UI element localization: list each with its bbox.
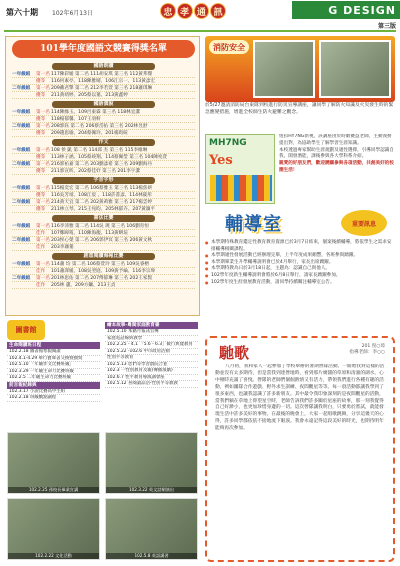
page-header: [0, 0, 400, 32]
masthead-char: 孝: [177, 3, 193, 19]
awards-place: 優等: [36, 117, 46, 122]
masthead-char: 通: [194, 3, 210, 19]
library-bulletin: [5, 320, 200, 430]
essay-author: [349, 344, 385, 356]
awards-grade: 二年級組: [12, 238, 31, 243]
essay-body: 八月初，我和家人一起參加了學校舉辦的暑期營隊活動。一開始我對這樣的活動並沒有太多期待，但是當我到達營地時，看到那片廣闊的草原和清澈的湖水，心中頓時充滿了喜悅。營隊的老師們個個熱情又有活力，帶領我們進行各種有趣的活動，例如團隊合作遊戲、野外求生訓練、夜間觀星等等。每一項活動都讓我學到了很多東西，也讓我認識了許多新朋友。其中最令我印象深刻的是夜間觀星的活動，當我們躺在草地上仰望星空時，老師告訴我們許多關於星座的故事，那一刻我覺得自己好渺小，也更加珍惜身邊的一切。這次營隊讓我明白，只要勇於嘗試，就能發現生活中許多美好的事物。在最後的晚會上，大家一起唱歌跳舞，分享這幾天的心得，許多同學都依依不捨地流下眼淚。我會永遠記得這段美好的時光，也期待明年能夠再次參加。: [215, 364, 385, 432]
bulletin-item: 102.3.17 小說比賽高中生組: [7, 389, 100, 396]
bulletin-left-heading: 生命閱讀班日程: [7, 342, 100, 349]
page-number: 第三版: [377, 23, 396, 30]
awards-names: 101蕭澤媛、108吳翌庭、109黃予綸、116李宗瑋: [51, 269, 155, 274]
awards-names: 208郭鈺 第二名 206蔡岱佑 第三名 202林昱舒: [51, 124, 148, 129]
bulletin-item: 102.5.12 喜閱讀品活-性別平等教教: [105, 381, 198, 388]
awards-place: 第一名: [36, 124, 50, 129]
awards-place: 第一名: [36, 162, 50, 167]
awards-place: 佳作: [36, 231, 46, 236]
awards-names: 117陳彩媛 第二名 111胡安琪 第三名 112黃邦傑: [51, 72, 153, 77]
awards-place: 佳作: [36, 245, 46, 250]
bulletin-item: 102.2.18 班級觀點議程: [7, 395, 100, 402]
promo-text: [279, 134, 395, 206]
photo: [7, 432, 100, 494]
awards-names: 216郭祐嘉 第二名 203劉彥希 第三名 209劉海丹: [51, 162, 153, 167]
promo-illustration: [210, 175, 272, 201]
awards-section-heading: 國語朗讀: [52, 63, 155, 70]
awards-grade: [12, 192, 36, 198]
awards-title: 101學年度國語文競賽得獎名單: [12, 40, 195, 58]
promo-logo: MH7NG: [209, 138, 247, 148]
counseling-item: ● 102學年度新生輔導說明會將於6月8日舉行，請家長踴躍參加。: [205, 273, 395, 280]
photo: [105, 498, 198, 560]
essay-advisor: 指導老師：李○○: [349, 350, 385, 355]
awards-grade: 二年級組: [12, 200, 31, 205]
awards-place: 優等: [36, 131, 46, 136]
bulletin-item: 102.2.25 - 4.1 「5.6 - 6.3」微行典覽教育: [105, 342, 198, 349]
awards-row: [12, 109, 195, 116]
masthead-title: [160, 3, 226, 23]
awards-grade: [12, 78, 36, 84]
awards-grade: [12, 268, 36, 274]
photo-caption: 102.2.22 文化活動: [8, 553, 99, 559]
awards-grade: 二年級組: [12, 124, 31, 129]
awards-section-heading: 書法比賽: [52, 215, 155, 222]
bulletin-left-table: [7, 342, 100, 402]
awards-place: 優等: [36, 193, 46, 198]
awards-grade: [12, 206, 36, 212]
bulletin-extra-heading: 前言報紀錄與: [7, 382, 100, 389]
awards-grade: [12, 116, 36, 122]
awards-place: 第一名: [36, 238, 50, 243]
awards-grade: 二年級組: [12, 276, 31, 281]
promo-section: [205, 134, 395, 206]
awards-grade: [12, 130, 36, 136]
photo-grid: [5, 432, 200, 562]
counseling-item: ● 本學期特教為日於3月18日起，主題為：認識自己與他人。: [205, 266, 395, 273]
awards-place: 第一名: [36, 110, 50, 115]
bulletin-item: 102.6.7 性平教育導演講會座: [105, 375, 198, 382]
bulletin-item: 102.2.18 圖書館寒假閱讀: [7, 349, 100, 356]
awards-names: 113林子涵、105蔡竣翔、114蔡佩瑩 第三名 104陳宛萱: [51, 155, 168, 160]
issue-number: 第六十期: [6, 7, 38, 17]
awards-names: 116李沛雅 第二名 114吳 珧 第三名 106劉育恒: [51, 224, 149, 229]
masthead-char: 訊: [210, 3, 226, 19]
awards-row: [12, 116, 195, 123]
counseling-section: [205, 208, 395, 332]
bulletin-item: 102.5.10 本籍月報訊官傳: [105, 329, 198, 336]
awards-grade: [12, 92, 36, 98]
awards-row: [12, 168, 195, 175]
awards-row: [12, 268, 195, 275]
counseling-list: [205, 240, 395, 286]
awards-row: [12, 261, 195, 268]
awards-grade: [12, 282, 36, 288]
awards-grade: 二年級組: [12, 86, 31, 91]
promo-paragraph: 恆扣HY7NG新視，該講座由於時數優益老師，主動義務提出對，為協助學生了解學習生涯知識。: [279, 134, 392, 146]
awards-names: 209戴君擎 第二名 212李若萱 第三名 218蕭琪琳: [51, 86, 153, 91]
awards-row: [12, 154, 195, 161]
awards-row: [12, 223, 195, 230]
bulletin-right-heading: 繪本故事-粵閩家庭教育書: [105, 322, 198, 329]
awards-place: 優等: [36, 93, 46, 98]
awards-row: [12, 282, 195, 289]
awards-grade: 一年級組: [12, 224, 31, 229]
awards-row: [12, 161, 195, 168]
awards-grade: [12, 230, 36, 236]
fire-safety-title: 消防安全: [209, 40, 249, 54]
awards-names: 118楊郁馨、107王羽軒: [51, 117, 101, 122]
awards-place: 優等: [36, 155, 46, 160]
awards-names: 115楊奕宏 第二名 106蔡雅玉 第三名 113楊焦妍: [51, 186, 153, 191]
bulletin-item: 102.5.13 您們等學習戲院合並: [105, 362, 198, 369]
counseling-item: ● 本學期畢業生升學輔導說明會已於4月舉行，家長出席踴躍。: [205, 260, 395, 267]
awards-names: 214黃天宜 第二名 202黃莉雅 第三名 217楊雲婷: [51, 200, 153, 205]
counseling-item: ● 本學期特殊教育鑑定性教育教育資源已於3月7日結束，個案後續輔導，將依學生之需求安排輔導相關課程。: [205, 240, 395, 253]
awards-section-heading: 作文: [52, 139, 155, 146]
awards-grade: 一年級組: [12, 72, 31, 77]
awards-place: 第一名: [36, 262, 50, 267]
bulletin-item: 102.3.29 一年級生命力比賽班級: [7, 369, 100, 376]
counseling-item: ● 本學期適性發展活動已經辦理完畢，上半年度成果頗豐，各班參與踴躍。: [205, 253, 395, 260]
awards-place: 優等: [36, 169, 46, 174]
awards-names: 209趙思瑜、204蔡佩玲、201楊昀暄: [51, 131, 128, 136]
awards-place: 佳作: [36, 269, 46, 274]
awards-grade: 一年級組: [12, 262, 31, 267]
bulletin-right-table: [105, 322, 198, 388]
bulletin-item: 102.2.5 二年級生命力比賽班級: [7, 375, 100, 382]
promo-poster: [205, 134, 275, 204]
promo-yes-text: Yes: [209, 153, 233, 168]
fire-safety-banner: [205, 36, 395, 102]
awards-section-heading: 字音字形: [52, 177, 155, 184]
awards-row: [12, 78, 195, 85]
awards-row: [12, 71, 195, 78]
awards-names: 108 侯 凱 第二名 114邱 杰 第三名 115李維琳: [51, 148, 148, 153]
bulletin-item: 性別平等教育: [105, 355, 198, 362]
awards-panel: [5, 36, 200, 316]
awards-names: 211郭宣昕、202蔡佳妤 第三名 201李宇潔: [51, 169, 140, 174]
awards-place: 第一名: [36, 72, 50, 77]
photo: [105, 432, 198, 494]
awards-grade: [12, 168, 36, 174]
awards-grade: [12, 244, 36, 250]
awards-names: 205林 蕙、209方鏞、213王貞: [51, 283, 116, 288]
awards-row: [12, 192, 195, 199]
issue-date: 102年6月13日: [52, 10, 93, 17]
essay-author-name: 201 倪○璋: [361, 344, 385, 349]
counseling-title: 輔導室: [225, 214, 282, 235]
promo-highlight: 親愛的好朋友們，歡迎踴躍參與各項活動，共創美好的校園生活！: [279, 161, 394, 173]
awards-row: [12, 130, 195, 137]
counseling-item: ● 102學年度生涯發展教育活動，請同學持續關注輔導室公告。: [205, 280, 395, 287]
awards-grade: [12, 154, 36, 160]
awards-section-heading: 創意閱讀海報比賽: [52, 253, 155, 260]
awards-list: [12, 61, 195, 289]
awards-names: 116吳芳靖、108江宸 、118許書彥、114林筱彤: [51, 193, 152, 198]
counseling-bubble: 重要訊息: [341, 210, 387, 236]
awards-row: [12, 206, 195, 213]
awards-row: [12, 147, 195, 154]
awards-place: 優等: [36, 207, 46, 212]
awards-row: [12, 199, 195, 206]
promo-paragraph: 本校透過專家幫助生涯規劃及適性選擇，引導同學認識自我、開發潛能，課後參與各大學科系介紹。: [279, 147, 394, 160]
awards-names: 211林立琴、215王宛昀、205林郁卉、207黃韻平: [51, 207, 155, 212]
photo-caption: 102.5.8 英語講習: [106, 553, 197, 559]
essay-title: 馳歌: [219, 344, 250, 362]
masthead-char: 忠: [160, 3, 176, 19]
awards-row: [12, 244, 195, 251]
fire-safety-text: 於5/27邀請消防局台東隊到校進行防災宣導講座，讓同學了解防火知識及火災發生時的緊急應變措施，增進全校師生防火避難之觀念。: [205, 103, 394, 115]
awards-place: 第一名: [36, 224, 50, 229]
awards-grade: 一年級組: [12, 148, 31, 153]
header-divider: [4, 30, 396, 32]
awards-row: [12, 123, 195, 130]
awards-row: [12, 230, 195, 237]
bulletin-item: 102.5.10 「年級作文比賽班級」: [7, 362, 100, 369]
awards-place: 第一名: [36, 148, 50, 153]
awards-names: 201林思佑 第二名 207傅郁琳 第三名 202王家賢: [51, 276, 153, 281]
awards-grade: 一年級組: [12, 110, 31, 115]
awards-names: 107鄭暐筠、110陳海靚、113黃畊瑄: [51, 231, 128, 236]
bulletin-item: 家庭電話線與教學: [105, 336, 198, 343]
design-logo: G DESIGN: [292, 1, 400, 19]
bulletin-item: 102.5.22 -102.6 中市政府活動: [105, 349, 198, 356]
awards-place: 第一名: [36, 276, 50, 281]
awards-names: 114蕭 均 第二名 106蔡萱玲 第三名 109吳睿榕: [51, 262, 149, 267]
awards-place: 佳作: [36, 283, 46, 288]
bulletin-item: 102.4.1-4.29 舉行寶庫書交換暨抽獎: [7, 356, 100, 363]
library-badge: 圖書館: [7, 320, 45, 340]
essay-box: [205, 336, 395, 562]
awards-names: 114陳綠玉、109呂東霖 第三名 118林宜潔: [51, 110, 140, 115]
awards-grade: 二年級組: [12, 162, 31, 167]
awards-row: [12, 237, 195, 244]
awards-row: [12, 185, 195, 192]
photo: [7, 498, 100, 560]
awards-place: 第一名: [36, 86, 50, 91]
awards-grade: 一年級組: [12, 186, 31, 191]
awards-names: 211黃靖婷、205蔡以蓁、213黃鑫婷: [51, 93, 128, 98]
awards-row: [12, 85, 195, 92]
awards-row: [12, 92, 195, 99]
awards-place: 第一名: [36, 186, 50, 191]
awards-place: 優等: [36, 79, 46, 84]
awards-section-heading: 國語演說: [52, 101, 155, 108]
awards-names: 116何素亭、118陳雅晴、106江宗一、113黃彥宏: [51, 79, 155, 84]
fire-photo: [253, 40, 315, 98]
bulletin-item: 102.3 一性別教育及親(傳播演劇): [105, 368, 198, 375]
fire-photo: [319, 40, 391, 98]
photo-caption: 102.3.22 英文話劇演出: [106, 487, 197, 493]
awards-row: [12, 275, 195, 282]
awards-names: 203李珈蓁: [51, 245, 74, 250]
awards-names: 203侯心榮 第二名 206郭伊冥 第三名 206黃文秋: [51, 238, 153, 243]
photo-caption: 102.2.25 孫校長畢業宣講: [8, 487, 99, 493]
awards-place: 第一名: [36, 200, 50, 205]
